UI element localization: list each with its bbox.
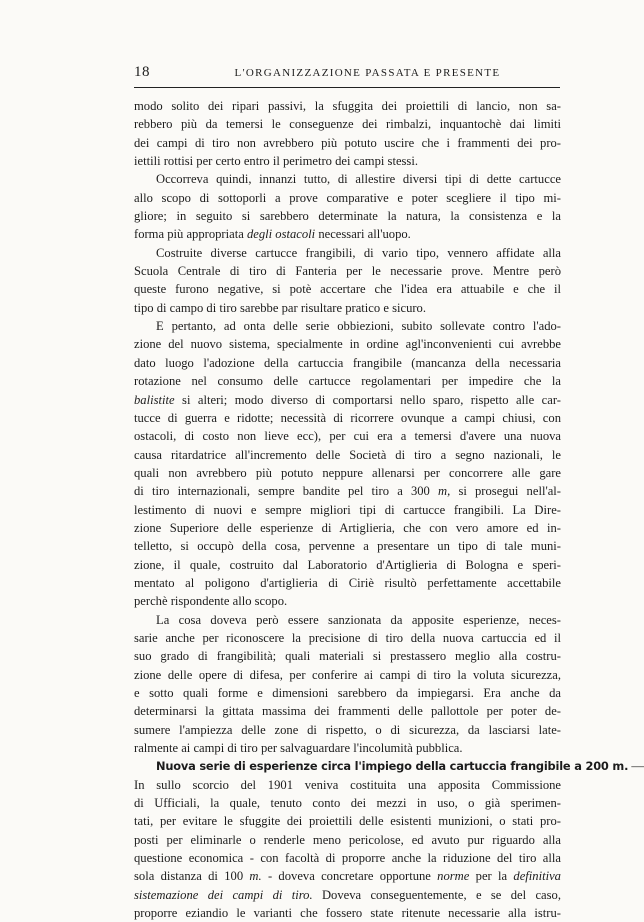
text-line: tipo di campo di tiro sarebbe par risultare pratico e sicuro.	[134, 300, 427, 315]
text-run: necessari all'uopo.	[315, 227, 411, 242]
text-line: posti per eliminarle o renderle meno pericolose, ed avuto pur riguardo alla	[134, 832, 561, 847]
text-line	[134, 391, 561, 409]
text-line: ralmente ai campi di tiro per salvaguardare l'incolumità pubblica.	[134, 741, 463, 756]
header-rule	[134, 87, 560, 88]
text-run: si alteri; modo diverso di comportarsi nello sparo, rispetto alle car-	[174, 392, 561, 407]
text-line: Scuola Centrale di tiro di Fanteria per le necessarie prove. Mentre però	[134, 264, 561, 279]
text-run: per la	[469, 869, 514, 884]
text-line: mentato al poligono d'artiglieria di Ciriè risultò perfettamente accettabile	[134, 575, 561, 590]
text-line: zione del nuovo sistema, specialmente in ordine agl'inconvenienti cui avrebbe	[134, 337, 561, 352]
italic-term: norme	[437, 869, 470, 884]
italic-term: degli ostacoli	[246, 227, 316, 242]
text-line: rebbero più da temersi le conseguenze dei rimbalzi, inquantochè dai limiti	[134, 117, 561, 132]
text-line: iettili rottisi per certo entro il perimetro dei campi stessi.	[134, 154, 418, 169]
text-line: Occorreva quindi, innanzi tutto, di allestire diversi tipi di dette cartucce	[156, 172, 561, 187]
text-line: causa ritardatrice all'incremento delle Società di tiro a segno nazionali, le	[134, 447, 561, 462]
text-line: suo grado di frangibilità; quali materiali si prestassero meglio alla costru-	[134, 649, 561, 664]
text-line: determinarsi la gittata massima dei frammenti delle pallottole per poter de-	[134, 704, 561, 719]
section-heading-line	[134, 757, 644, 775]
text-line: sarie anche per riconoscere la precisione di tiro della nuova cartuccia ed il	[134, 630, 561, 645]
text-run: Doveva conseguentemente, e se del caso,	[312, 887, 561, 902]
text-line: gliore; in seguito si sarebbero determinate la natura, la consistenza e la	[134, 209, 561, 224]
text-line: Costruite diverse cartucce frangibili, di vario tipo, vennero affidate alla	[156, 245, 561, 260]
page-header	[134, 64, 561, 84]
italic-term: definitiva	[513, 869, 561, 884]
text-line: zione Superiore delle esperienze di Artiglieria, che con vero amore ed in-	[134, 520, 561, 535]
italic-term: m.	[249, 869, 262, 884]
text-run: —	[628, 759, 644, 774]
text-line	[134, 886, 561, 904]
page-number: 18	[134, 64, 150, 80]
text-line: E pertanto, ad onta delle serie obbiezioni, subito sollevate contro l'ado-	[156, 319, 561, 334]
text-line: allo scopo di sottoporli a prove comparative e poter scegliere il tipo mi-	[134, 190, 561, 205]
text-line: questione economica - con facoltà di proporre anche la riduzione del tiro alla	[134, 851, 561, 866]
italic-term: balistite	[134, 392, 175, 407]
text-line: modo solito dei ripari passivi, la sfuggita dei proiettili di lancio, non sa-	[134, 99, 561, 113]
text-line: dei campi di tiro non avrebbero più potuto uscire che i frammenti dei pro-	[134, 135, 561, 150]
body-text	[134, 97, 644, 922]
text-run: di tiro internazionali, sempre bandite pel tiro a 300	[134, 484, 439, 499]
text-line: rotazione nel consumo delle cartucce regolamentari per impedire che la	[134, 374, 561, 389]
text-line: lestimento di nuovi e sempre migliori tipi di cartucce frangibili. La Dire-	[134, 502, 561, 517]
text-line: zione delle opere di difesa, per conferire ai campi di tiro la voluta sicurezza,	[134, 667, 561, 682]
text-line: ostacoli, di costo non lieve ecc), per cui era a temersi d'avere una nuova	[134, 429, 561, 444]
italic-term: sistemazione dei campi di tiro.	[134, 887, 313, 902]
text-line	[134, 482, 561, 500]
text-line: telletto, si occupò della cosa, pervenne a presentare un tipo di tale muni-	[134, 539, 561, 554]
text-line: La cosa doveva però essere sanzionata da apposite esperienze, neces-	[156, 612, 561, 627]
running-title: L'ORGANIZZAZIONE PASSATA E PRESENTE	[234, 67, 501, 79]
text-line: tucce di guerra e ridotte; necessità di ricorrere ovunque a campi chiusi, con	[134, 410, 561, 425]
text-line: perchè rispondente allo scopo.	[134, 594, 288, 609]
text-line: dato luogo l'adozione della cartuccia frangibile (mancanza della necessaria	[134, 355, 561, 370]
text-line: tati, per evitare le sfuggite dei proiettili delle esistenti munizioni, o stati pro-	[134, 814, 561, 829]
text-line: sumere l'ampiezza delle zone di rispetto, o di sicurezza, da lasciarsi late-	[134, 722, 561, 737]
text-line: quali non avrebbero più potuto neppure allenarsi per concorrere alle gare	[134, 465, 561, 480]
text-run: sola distanza di 100	[134, 869, 250, 884]
italic-term: m,	[438, 484, 451, 499]
text-line: In sullo scorcio del 1901 veniva costituita una apposita Commissione	[134, 777, 561, 792]
text-line: di Ufficiali, la quale, tenuto conto dei mezzi in uso, o già sperimen-	[134, 796, 561, 811]
text-run: - doveva concretare opportune	[261, 869, 438, 884]
text-run: si prosegui nell'al-	[450, 484, 561, 499]
text-line	[134, 867, 561, 885]
text-run: forma più appropriata	[134, 227, 247, 242]
text-line	[134, 225, 561, 243]
text-line: e sotto quali forme e dimensioni sarebbero da impiegarsi. Era anche da	[134, 686, 561, 700]
text-line: proporre eziandio le varianti che fossero state ritenute necessarie alla istru-	[134, 906, 561, 921]
text-line: zione, il quale, costruito dal Laboratorio d'Artiglieria di Bologna e speri-	[134, 557, 561, 572]
section-heading: Nuova serie di esperienze circa l'impiego della cartuccia frangibile a 200 m.	[156, 759, 629, 774]
text-line: queste furono negative, si potè accertare che l'idea era attuabile e che il	[134, 282, 561, 297]
